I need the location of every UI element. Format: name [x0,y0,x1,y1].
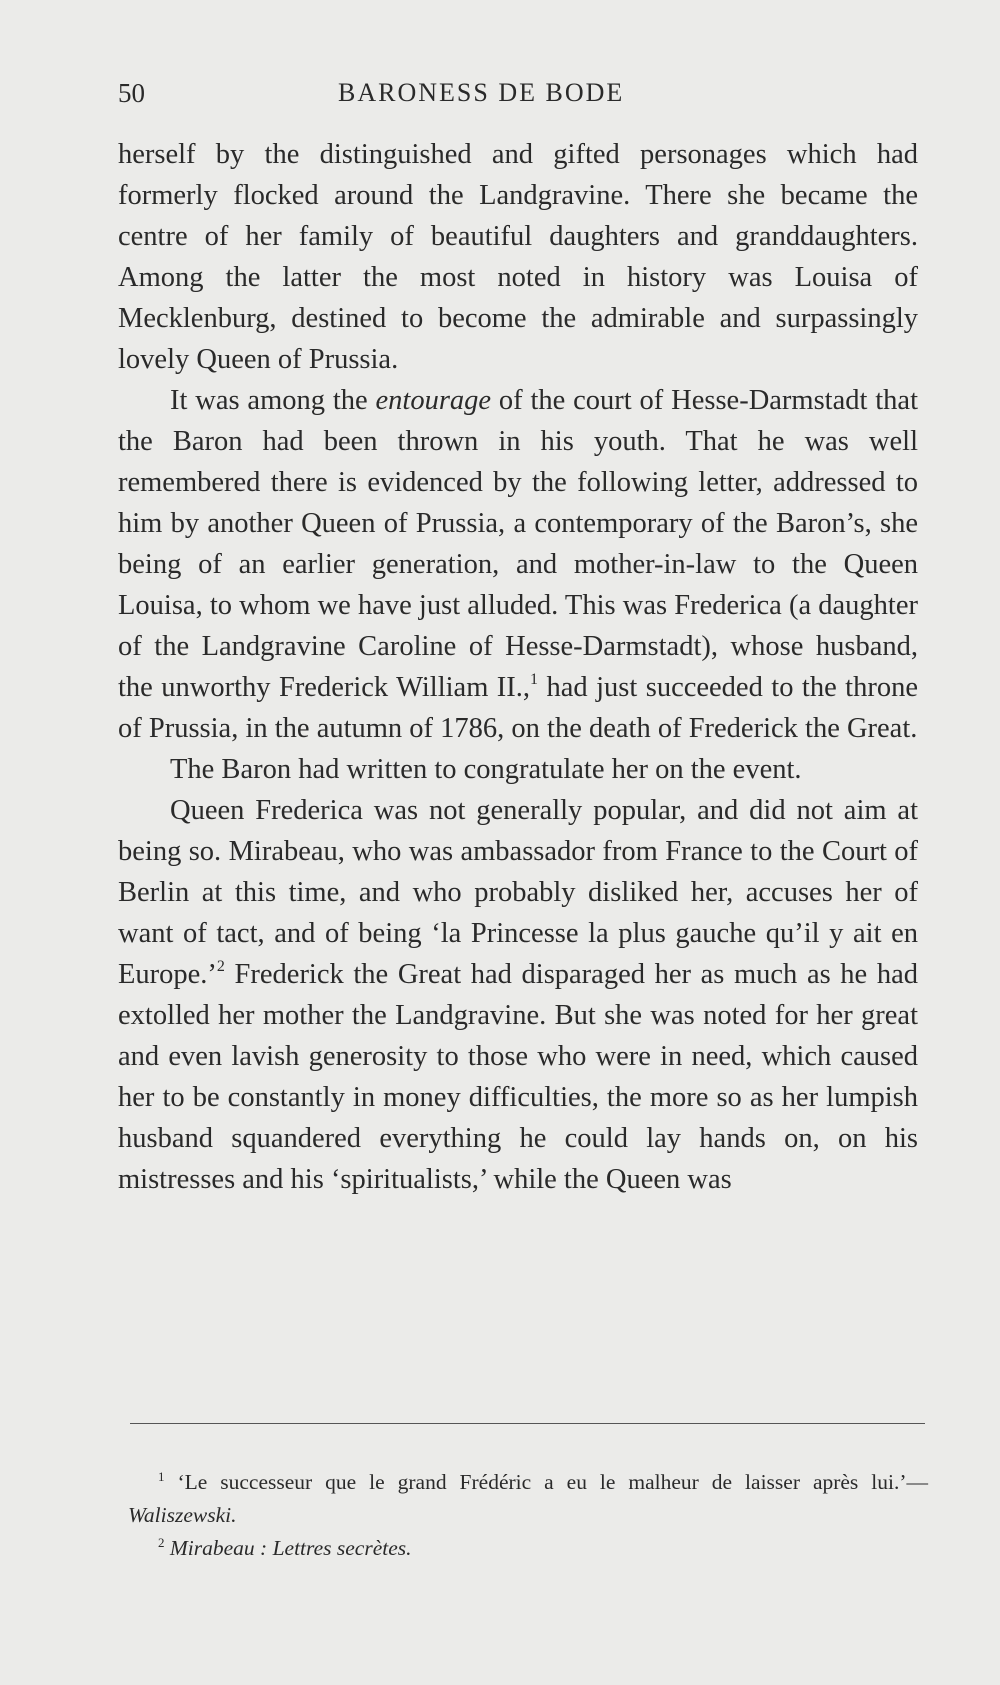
running-head: BARONESS DE BODE [338,78,625,107]
paragraph-continued: herself by the distinguished and gifted personages which had formerly flocked around the Landgravine. There she became the centre of her family of beautiful daughters and granddaughters. Among the latter the most noted in history was Louisa of Mecklenburg, destined to become the admirable and surpassingly lovely Queen of Prussia. [118,139,918,375]
body-text [118,134,918,1200]
paragraph-text: It was among the [170,385,376,416]
footnote-marker: 1 [158,1469,165,1484]
paragraph-text: had just succeeded to the throne of Prussia, in the autumn of 1786, on the death of Frederick the Great. [118,672,918,744]
page-header [118,78,918,118]
paragraph-text: Queen Frederica was not generally popular, and did not aim at being so. Mirabeau, who was ambassador from France to the Court of Berlin at this time, and who probably disliked her, accuses her of want of tact, and of being ‘la Princesse la plus gauche qu’il y ait en Europe.’ [118,795,918,990]
footnote-source: Waliszewski. [128,1503,237,1527]
footnote-marker: 2 [158,1535,165,1550]
footnote-ref-1: 1 [530,671,539,688]
footnote-source: Mirabeau : Lettres secrètes. [164,1536,412,1560]
footnotes [128,1466,928,1565]
footnote-2 [128,1532,928,1565]
page-number: 50 [118,78,145,108]
paragraph-entourage [118,380,918,749]
paragraph-congratulate: The Baron had written to congratulate her on the event. [170,754,802,785]
footnote-text: ‘Le successeur que le grand Frédéric a eu le malheur de laisser après lui.’— [164,1470,928,1494]
paragraph-text: Frederick the Great had disparaged her as much as he had extolled her mother the Landgravine. But she was noted for her great and even lavish generosity to those who were in need, which caused her to be constantly in money difficulties, the more so as her lumpish husband squandered everything he could lay hands on, on his mistresses and his ‘spiritualists,’ while the Queen was [118,959,918,1195]
footnote-rule [130,1423,925,1424]
italic-term: entourage [375,385,492,416]
footnote-1 [128,1466,928,1532]
paragraph-queen-frederica [118,790,918,1200]
footnote-ref-2: 2 [216,958,225,975]
paragraph-text: of the court of Hesse-Darmstadt that the Baron had been thrown in his youth. That he was well remembered there is evidenced by the following letter, addressed to him by another Queen of Prussia, a contemporary of the Baron’s, she being of an earlier generation, and mother-in-law to the Queen Louisa, to whom we have just alluded. This was Frederica (a daughter of the Landgravine Caroline of Hesse-Darmstadt), whose husband, the unworthy Frederick William II., [118,385,918,703]
